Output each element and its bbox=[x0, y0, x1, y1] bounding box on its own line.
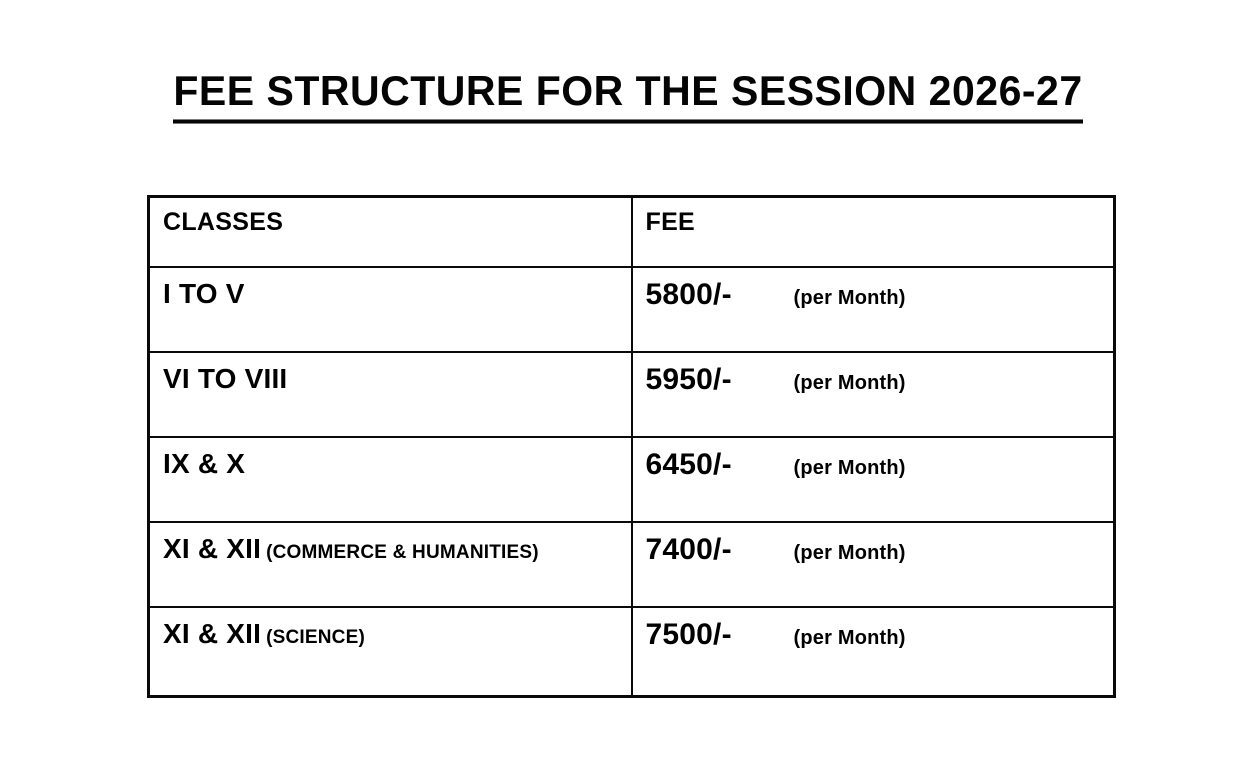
fee-period: (per Month) bbox=[793, 286, 906, 309]
title-container bbox=[0, 68, 1256, 123]
class-name: VI TO VIII bbox=[163, 362, 288, 394]
class-cell bbox=[149, 522, 632, 607]
table-row bbox=[149, 267, 1115, 352]
class-cell bbox=[149, 607, 632, 697]
fee-cell bbox=[632, 267, 1115, 352]
fee-period: (per Month) bbox=[793, 371, 906, 394]
class-name: IX & X bbox=[163, 447, 246, 479]
fee-amount: 7400/- bbox=[645, 532, 732, 566]
table-header-row bbox=[149, 197, 1115, 267]
fee-cell bbox=[632, 352, 1115, 437]
fee-period: (per Month) bbox=[793, 626, 906, 649]
class-name: XI & XII bbox=[163, 532, 262, 564]
fee-table bbox=[147, 195, 1116, 698]
page-title: FEE STRUCTURE FOR THE SESSION 2026-27 bbox=[173, 67, 1082, 123]
fee-period: (per Month) bbox=[793, 456, 906, 479]
table-row bbox=[149, 522, 1115, 607]
fee-amount: 7500/- bbox=[645, 617, 732, 651]
table-row bbox=[149, 437, 1115, 522]
fee-cell bbox=[632, 607, 1115, 697]
fee-cell bbox=[632, 437, 1115, 522]
class-name: XI & XII bbox=[163, 617, 262, 649]
header-cell-fee bbox=[632, 197, 1115, 267]
class-stream: (COMMERCE & HUMANITIES) bbox=[266, 541, 539, 563]
fee-cell bbox=[632, 522, 1115, 607]
fee-amount: 5800/- bbox=[645, 277, 732, 311]
class-stream: (SCIENCE) bbox=[266, 626, 365, 648]
fee-amount: 5950/- bbox=[645, 362, 732, 396]
table-row bbox=[149, 607, 1115, 697]
class-cell bbox=[149, 352, 632, 437]
classes-header-label: CLASSES bbox=[163, 208, 284, 236]
fee-amount: 6450/- bbox=[645, 447, 732, 481]
fee-header-label: FEE bbox=[645, 208, 696, 236]
class-cell bbox=[149, 437, 632, 522]
header-cell-classes bbox=[149, 197, 632, 267]
fee-period: (per Month) bbox=[793, 541, 906, 564]
table-row bbox=[149, 352, 1115, 437]
class-name: I TO V bbox=[163, 277, 245, 309]
class-cell bbox=[149, 267, 632, 352]
